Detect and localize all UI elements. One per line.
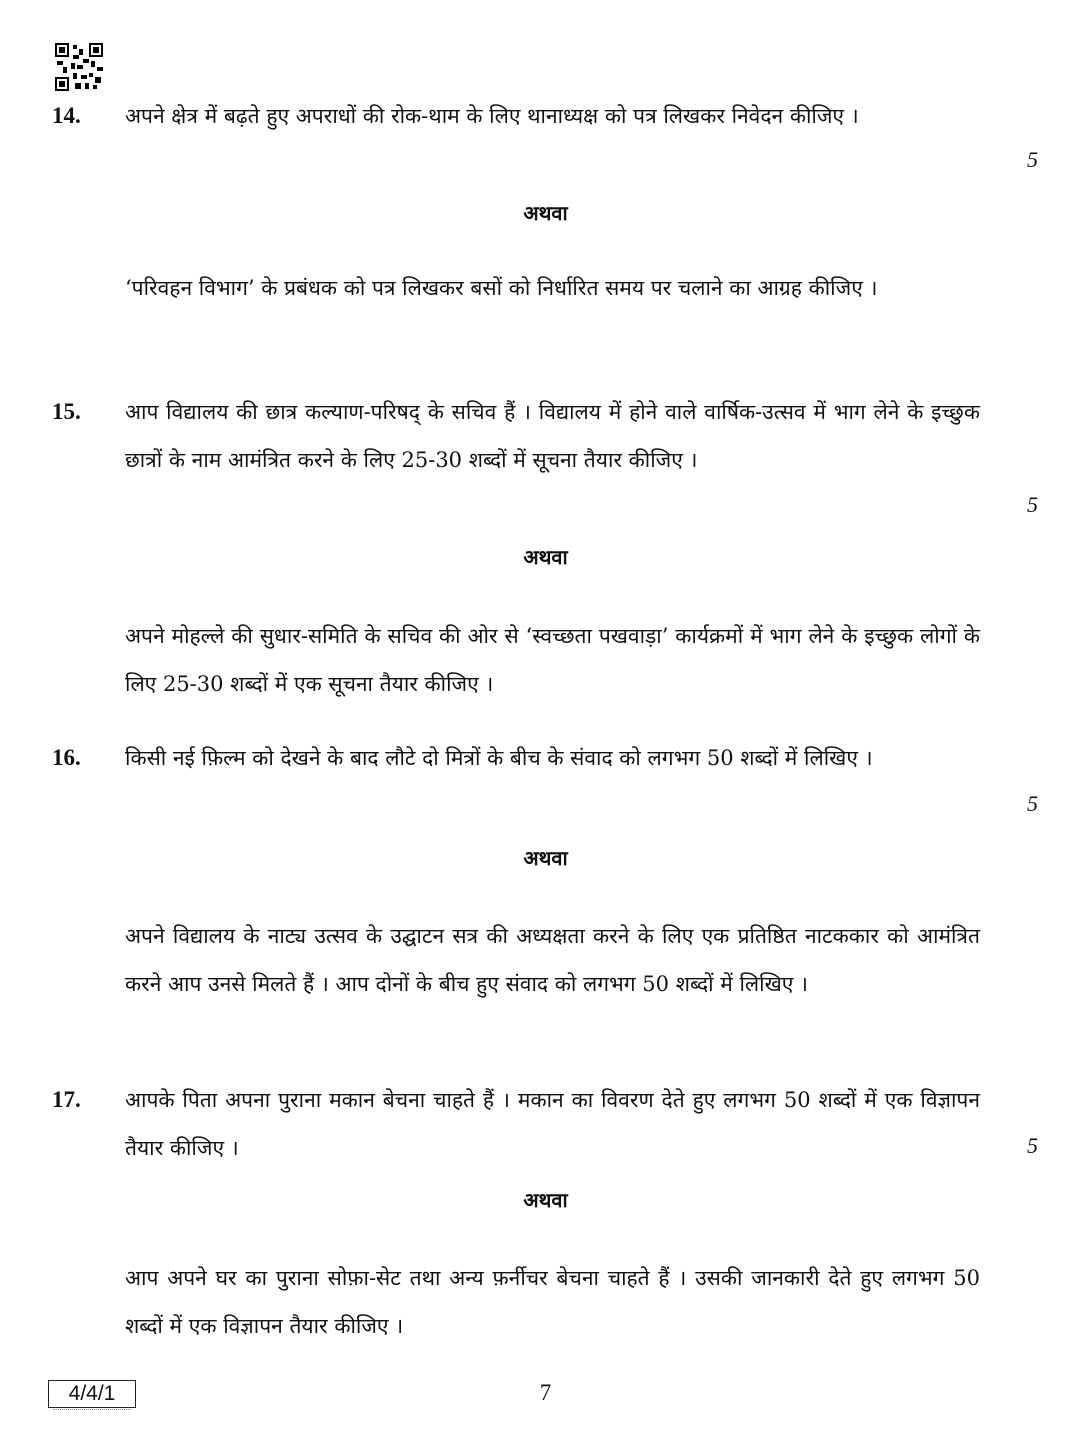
question-text: आप विद्यालय की छात्र कल्याण-परिषद् के सचिव हैं । विद्यालय में होने वाले वार्षिक-उत्सव में भाग लेने के इच्छुक छात्रों के नाम आमंत्रित करने के लिए 25-30 शब्दों में सूचना तैयार कीजिए । [125,400,980,472]
qr-code-icon [55,43,103,91]
question-text: आपके पिता अपना पुराना मकान बेचना चाहते हैं । मकान का विवरण देते हुए लगभग 50 शब्दों में एक विज्ञापन तैयार कीजिए । [125,1088,980,1160]
question-text: किसी नई फ़िल्म को देखने के बाद लौटे दो मित्रों के बीच के संवाद को लगभग 50 शब्दों में लिखिए । [125,746,873,770]
question-number: 14. [52,103,81,128]
alternative-text: अपने विद्यालय के नाट्य उत्सव के उद्घाटन सत्र की अध्यक्षता करने के लिए एक प्रतिष्ठित नाटककार को आमंत्रित करने आप उनसे मिलते हैं । आप दोनों के बीच हुए संवाद को लगभग 50 शब्दों में लिखिए । [125,924,980,996]
question-marks: 5 [1027,147,1038,172]
question-marks: 5 [1027,791,1038,816]
or-label: अथवा [523,545,568,569]
page-number: 7 [539,1380,552,1405]
or-label: अथवा [523,201,568,225]
paper-code: 4/4/1 [48,1380,136,1408]
question-marks: 5 [1027,1133,1038,1158]
question-text: अपने क्षेत्र में बढ़ते हुए अपराधों की रोक-थाम के लिए थानाध्यक्ष को पत्र लिखकर निवेदन कीजिए । [125,104,859,128]
question-marks: 5 [1027,492,1038,517]
alternative-text: ‘परिवहन विभाग’ के प्रबंधक को पत्र लिखकर बसों को निर्धारित समय पर चलाने का आग्रह कीजिए । [125,276,878,300]
alternative-text: आप अपने घर का पुराना सोफ़ा-सेट तथा अन्य फ़र्नीचर बेचना चाहते हैं । उसकी जानकारी देते हुए लगभग 50 शब्दों में एक विज्ञापन तैयार कीजिए । [125,1266,980,1338]
or-label: अथवा [523,846,568,870]
alternative-text: अपने मोहल्ले की सुधार-समिति के सचिव की ओर से ‘स्वच्छता पखवाड़ा’ कार्यक्रमों में भाग लेने के इच्छुक लोगों के लिए 25-30 शब्दों में एक सूचना तैयार कीजिए । [125,624,980,696]
or-label: अथवा [523,1188,568,1212]
question-number: 17. [52,1087,81,1112]
question-number: 15. [52,399,81,424]
question-number: 16. [52,745,81,770]
